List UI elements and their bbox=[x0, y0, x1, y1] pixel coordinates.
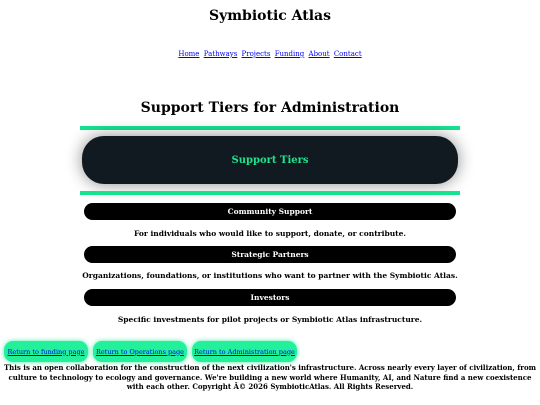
tier-strategic-description: Organizations, foundations, or institutions who want to partner with the Symbiotic Atlas. bbox=[82, 271, 458, 280]
nav-link-about[interactable]: About bbox=[308, 50, 330, 58]
tier-community-description: For individuals who would like to support, donate, or contribute. bbox=[133, 229, 407, 238]
divider-bottom bbox=[80, 191, 460, 195]
hero-title: Support Tiers bbox=[231, 154, 309, 166]
divider-top bbox=[80, 126, 460, 130]
tier-community-support: Community Support bbox=[84, 203, 456, 220]
return-operations-button[interactable]: Return to Operations page bbox=[93, 341, 187, 362]
nav-link-projects[interactable]: Projects bbox=[241, 50, 271, 58]
footer-text: This is an open collaboration for the construction of the next civilization's infrastructure. Across nearly every layer of civilization, from culture to technology to ecology and governance. We're building a new world where Humanity, AI, and Nature find a new coexistence with each other. Copyright Â© 2026 SymbioticAtlas. All Rights Reserved. bbox=[3, 363, 537, 391]
nav-link-home[interactable]: Home bbox=[178, 50, 200, 58]
nav-link-funding[interactable]: Funding bbox=[274, 50, 305, 58]
top-nav bbox=[0, 50, 540, 58]
page-heading: Support Tiers for Administration bbox=[140, 100, 400, 116]
nav-link-contact[interactable]: Contact bbox=[333, 50, 362, 58]
tier-strategic-partners: Strategic Partners bbox=[84, 246, 456, 263]
tier-investors-description: Specific investments for pilot projects or Symbiotic Atlas infrastructure. bbox=[117, 315, 423, 324]
hero-banner bbox=[82, 136, 458, 184]
site-title: Symbiotic Atlas bbox=[208, 8, 332, 24]
return-administration-button[interactable]: Return to Administration page bbox=[192, 341, 297, 362]
nav-link-pathways[interactable]: Pathways bbox=[203, 50, 238, 58]
tier-investors: Investors bbox=[84, 289, 456, 306]
return-funding-button[interactable]: Return to funding page bbox=[4, 341, 88, 362]
